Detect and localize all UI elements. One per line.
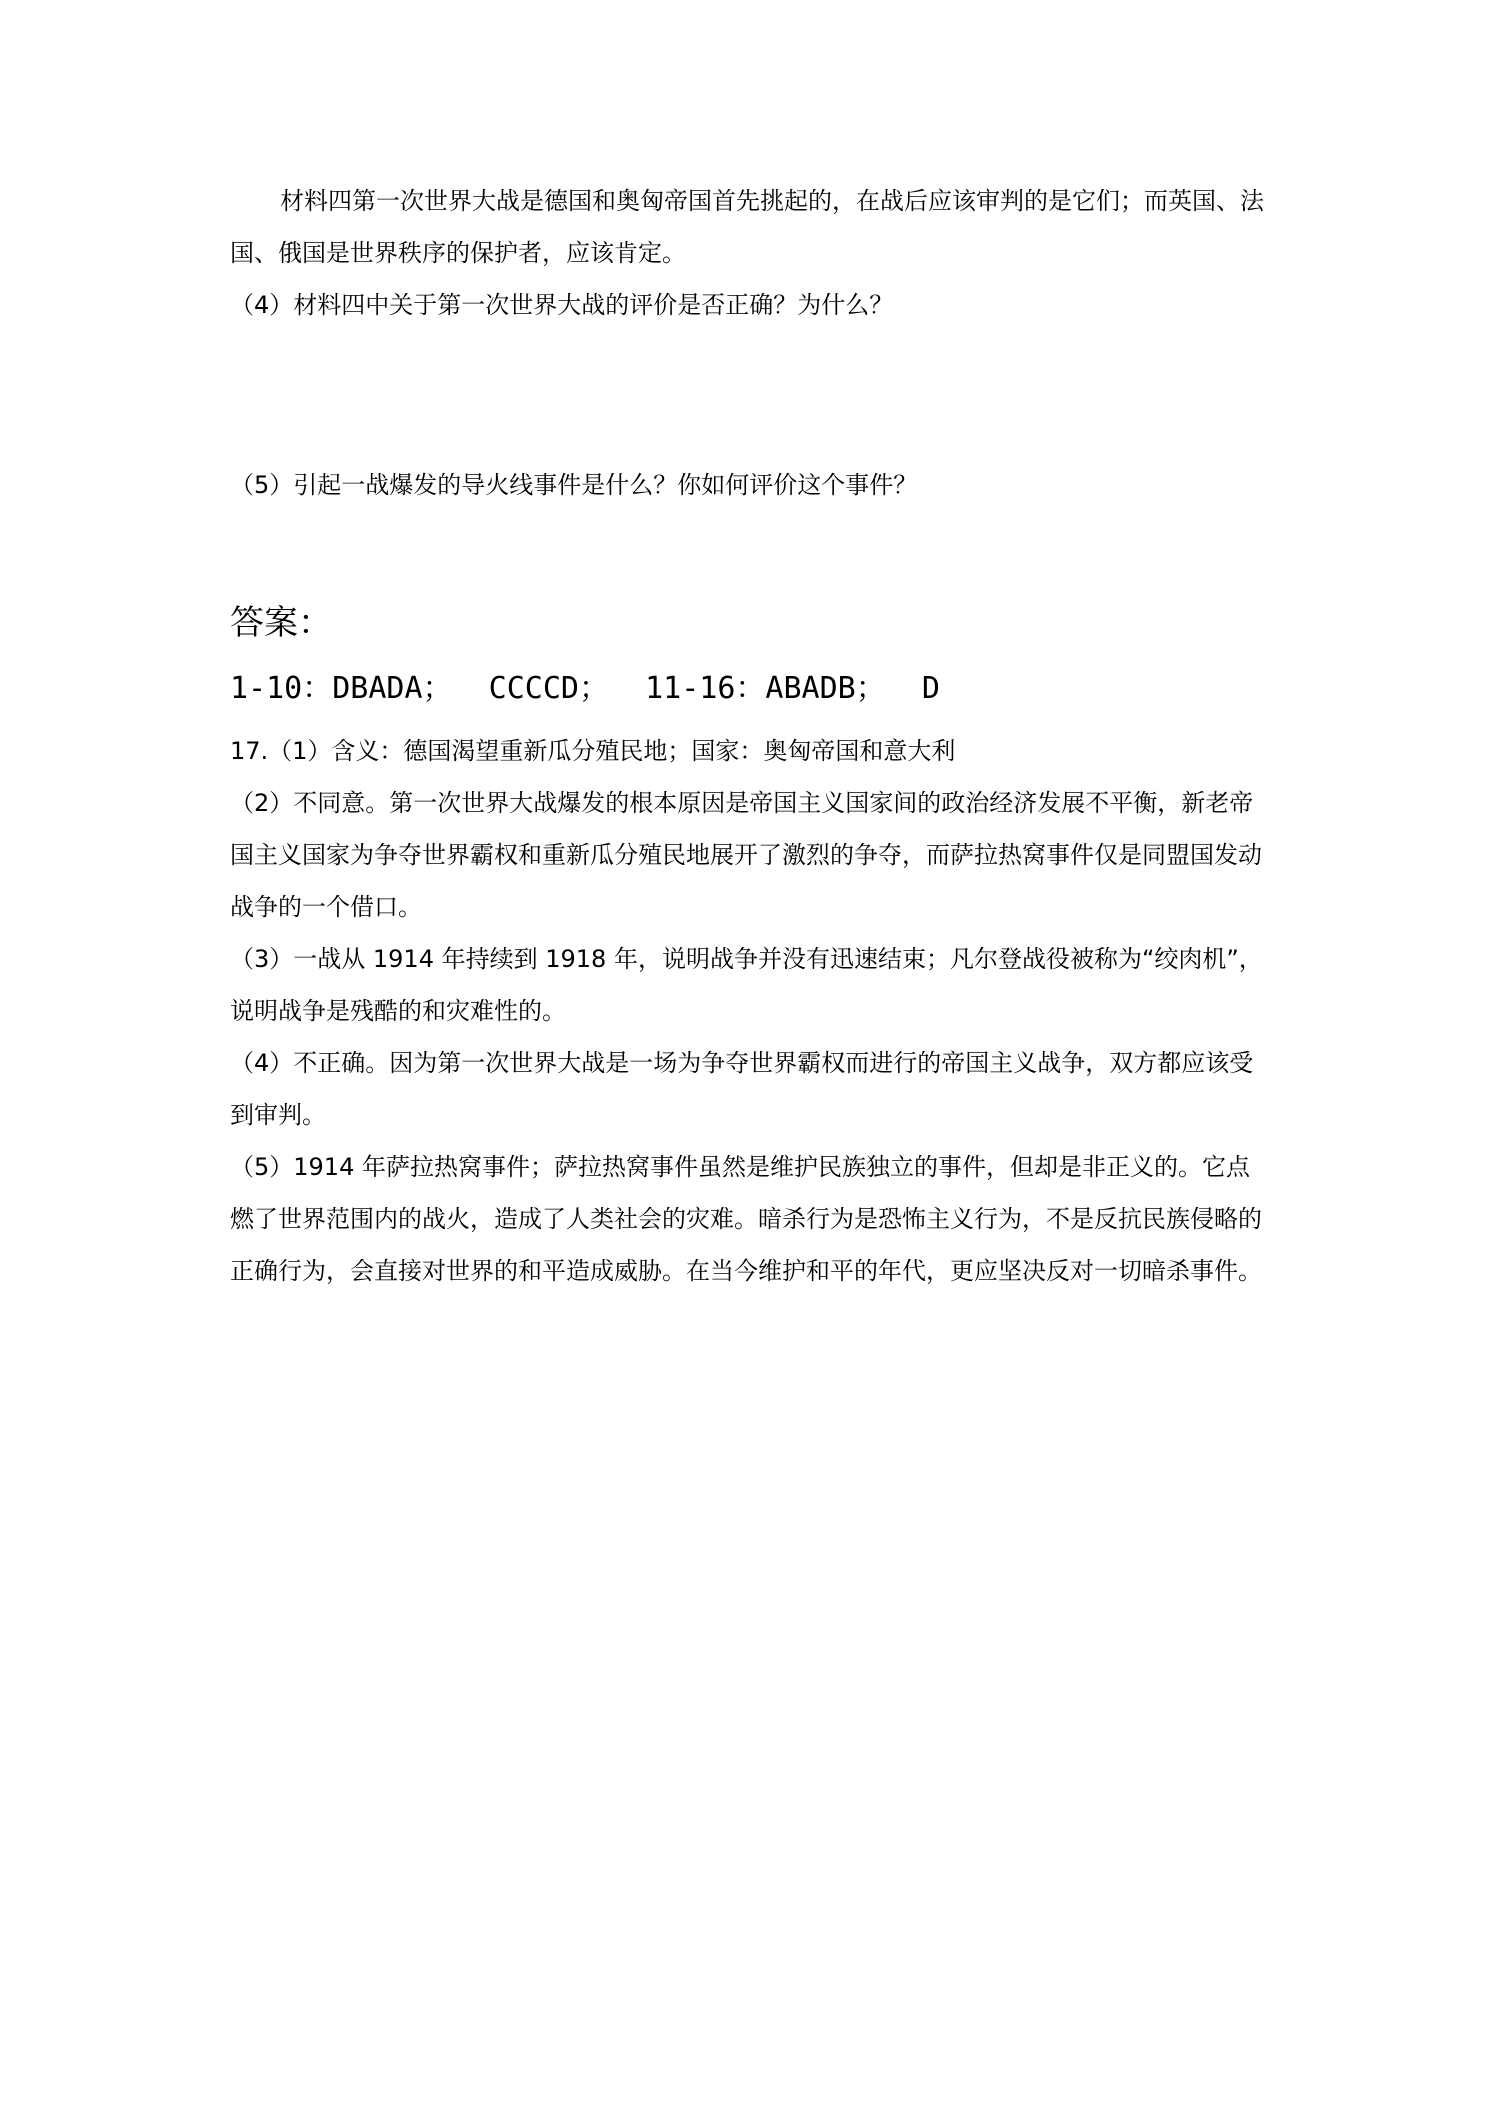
answer-blank-space <box>230 331 1270 459</box>
answer-17-part-1: 17.（1）含义：德国渴望重新瓜分殖民地；国家：奥匈帝国和意大利 <box>230 737 956 765</box>
page-content <box>230 175 1270 1297</box>
answer-17-part-3: （3）一战从 1914 年持续到 1918 年，说明战争并没有迅速结束；凡尔登战役被称为“绞肉机”，说明战争是残酷的和灾难性的。 <box>230 945 1263 1025</box>
answer-17-part-2: （2）不同意。第一次世界大战爆发的根本原因是帝国主义国家间的政治经济发展不平衡，新老帝国主义国家为争夺世界霸权和重新瓜分殖民地展开了激烈的争夺，而萨拉热窝事件仅是同盟国发动战争的一个借口。 <box>230 789 1262 921</box>
multiple-choice-answer-key: 1-10：DBADA； CCCCD； 11-16：ABADB； D <box>230 671 940 706</box>
answers-heading: 答案： <box>230 603 332 643</box>
answer-17-part-4: （4）不正确。因为第一次世界大战是一场为争夺世界霸权而进行的帝国主义战争，双方都应该受到审判。 <box>230 1049 1254 1129</box>
material-four-paragraph: 材料四第一次世界大战是德国和奥匈帝国首先挑起的，在战后应该审判的是它们；而英国、法国、俄国是世界秩序的保护者，应该肯定。 <box>230 187 1264 267</box>
answer-blank-space <box>230 511 1270 585</box>
answer-17-part-5: （5）1914 年萨拉热窝事件；萨拉热窝事件虽然是维护民族独立的事件，但却是非正义的。它点燃了世界范围内的战火，造成了人类社会的灾难。暗杀行为是恐怖主义行为，不是反抗民族侵略的正确行为，会直接对世界的和平造成威胁。在当今维护和平的年代，更应坚决反对一切暗杀事件。 <box>230 1153 1262 1285</box>
question-5: （5）引起一战爆发的导火线事件是什么？你如何评价这个事件？ <box>230 471 918 499</box>
question-4: （4）材料四中关于第一次世界大战的评价是否正确？为什么？ <box>230 291 894 319</box>
